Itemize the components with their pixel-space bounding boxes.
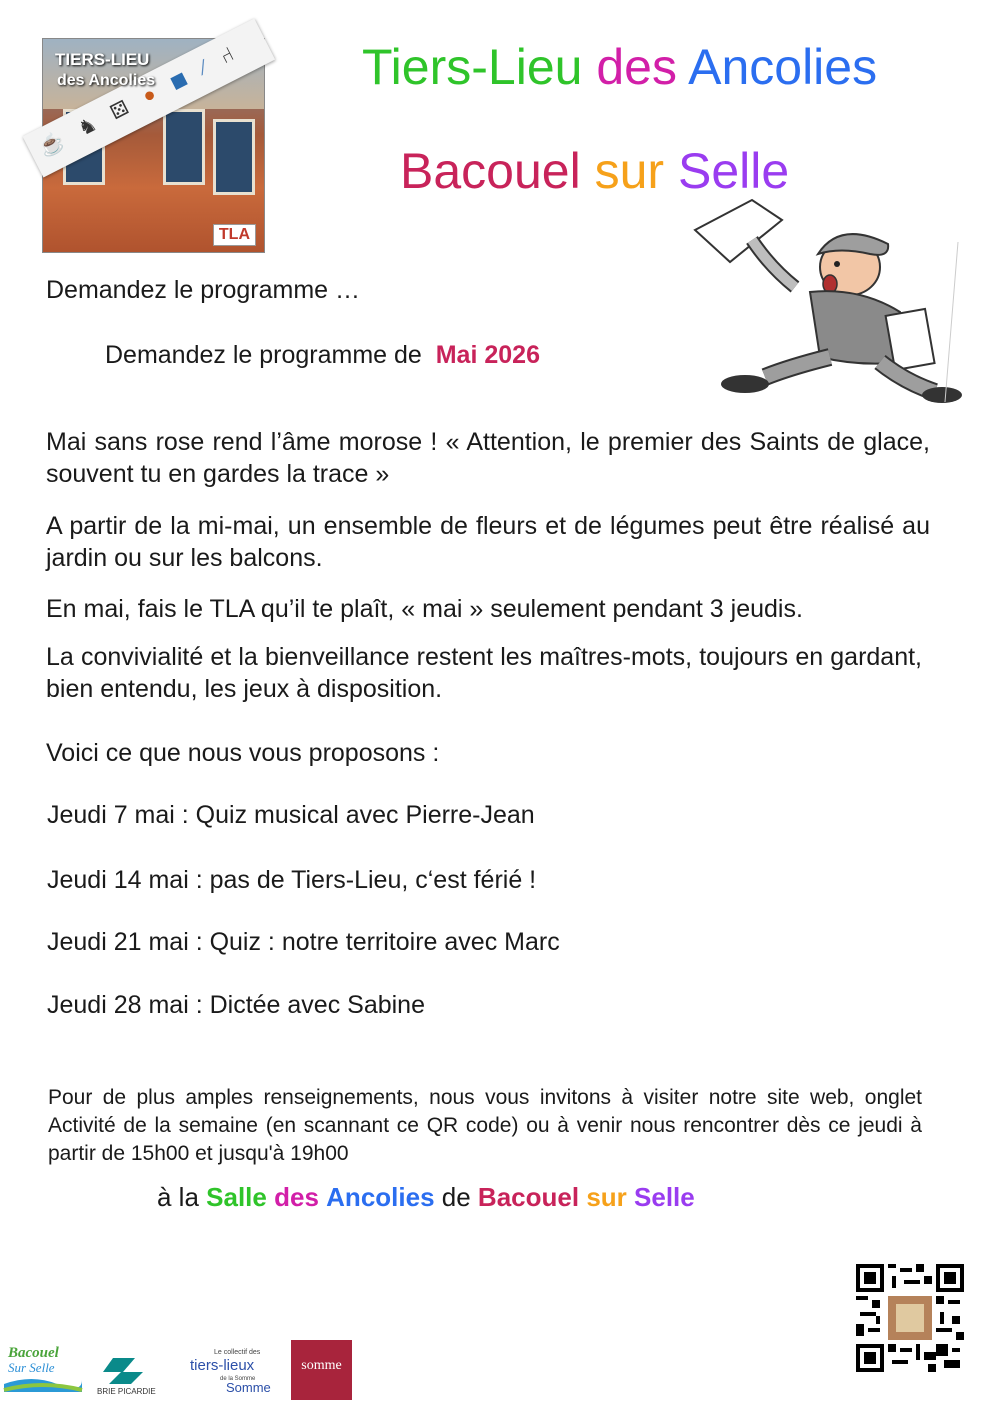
venue-word-salle: Salle [206, 1182, 267, 1212]
event-item: Jeudi 28 mai : Dictée avec Sabine [47, 991, 425, 1019]
bacouel-logo [2, 1340, 84, 1396]
svg-text:Bacouel: Bacouel [8, 1345, 59, 1361]
venue-line [157, 1182, 695, 1213]
event-item: Jeudi 14 mai : pas de Tiers-Lieu, c‘est férié ! [47, 866, 537, 894]
newsboy-illustration [690, 192, 965, 407]
intro-line-2-prefix: Demandez le programme de [105, 341, 422, 369]
subtitle-word-bacouel: Bacouel [400, 143, 581, 199]
venue-word-bacouel: Bacouel [477, 1182, 580, 1212]
svg-text:Somme: Somme [226, 1380, 271, 1395]
proposals-heading: Voici ce que nous vous proposons : [46, 739, 440, 767]
venue-word-ancolies: Ancolies [326, 1182, 435, 1212]
intro-line-2 [105, 339, 540, 371]
collectif-small: Le collectif des [214, 1349, 261, 1356]
venue-word: à la [157, 1182, 199, 1212]
page-title [362, 38, 877, 96]
paragraph-convivialite: La convivialité et la bienveillance restent les maîtres-mots, toujours en gardant, bien entendu, les jeux à disposition. [46, 643, 922, 703]
event-item: Jeudi 21 mai : Quiz : notre territoire avec Marc [47, 928, 560, 956]
event-item: Jeudi 7 mai : Quiz musical avec Pierre-Jean [47, 801, 535, 829]
qr-code[interactable] [856, 1264, 964, 1372]
needle-icon: ∕ [197, 57, 211, 79]
ball-icon: ● [139, 82, 160, 109]
collectif-sub: de la Somme [220, 1376, 256, 1382]
tiers-lieu-logo [36, 38, 265, 253]
title-word-des: des [596, 39, 677, 95]
collectif-main: tiers-lieux [190, 1357, 255, 1374]
chess-icon: ♞ [74, 113, 101, 141]
spool-icon: ◼ [166, 66, 192, 95]
paragraph-saints-de-glace: Mai sans rose rend l’âme morose ! « Attention, le premier des Saints de glace, souvent tu en gardes la trace » [46, 428, 930, 488]
venue-word-selle: Selle [634, 1182, 695, 1212]
chair-icon: ⑁ [216, 43, 238, 69]
paragraph-jardin: A partir de la mi-mai, un ensemble de fleurs et de légumes peut être réalisé au jardin ou sur les balcons. [46, 512, 930, 572]
venue-word-des: des [274, 1182, 319, 1212]
svg-text:Sur Selle: Sur Selle [8, 1360, 55, 1375]
program-month: Mai 2026 [435, 341, 540, 369]
logo-title: TIERS-LIEU [55, 50, 150, 69]
tla-badge: TLA [213, 224, 256, 246]
subtitle-word-sur: sur [594, 143, 665, 199]
departement-somme-logo [291, 1340, 352, 1400]
title-word-tiers-lieu: Tiers-Lieu [362, 39, 583, 95]
paragraph-tla-jeudis: En mai, fais le TLA qu’il te plaît, « mai » seulement pendant 3 jeudis. [46, 595, 803, 623]
venue-word-de: de [441, 1182, 471, 1212]
venue-word-sur: sur [586, 1182, 627, 1212]
logo-subtitle: des Ancolies [57, 72, 156, 89]
ca-logo-text: BRIE PICARDIE [97, 1387, 156, 1396]
somme-logo-text: somme [301, 1358, 342, 1373]
credit-agricole-logo [95, 1354, 163, 1396]
dice-icon: ⚄ [107, 96, 133, 125]
coffee-icon: ☕ [36, 129, 69, 161]
intro-line-1: Demandez le programme … [46, 276, 361, 304]
collectif-tiers-lieux-logo [188, 1344, 274, 1396]
subtitle-word-selle: Selle [677, 143, 790, 199]
info-paragraph: Pour de plus amples renseignements, nous vous invitons à visiter notre site web, onglet Activité de la semaine (en scannant ce QR code) ou à venir nous rencontrer dès ce jeudi à partir de 15h00 et jusqu'à 19h00 [48, 1086, 922, 1165]
title-word-ancolies: Ancolies [688, 39, 878, 95]
